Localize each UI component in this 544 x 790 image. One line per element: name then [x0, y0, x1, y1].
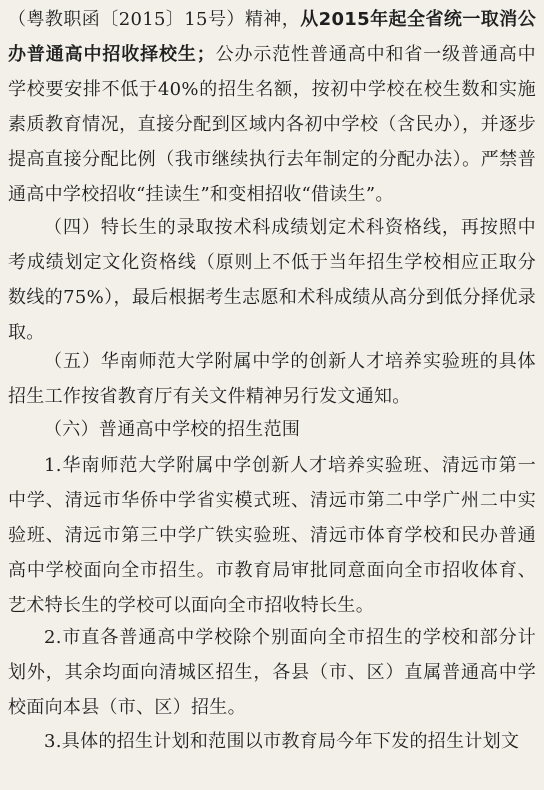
- paragraph-item-3: 3.具体的招生计划和范围以市教育局今年下发的招生计划文: [44, 731, 520, 752]
- paragraph-1: [8, 2, 536, 212]
- paragraph-6-heading: （六）普通高中学校的招生范围: [44, 419, 301, 440]
- paragraph-item-1: 1.华南师范大学附属中学创新人才培养实验班、清远市第一中学、清远市华侨中学省实模式班、清远市第二中学广州二中实验班、清远市第三中学广铁实验班、清远市体育学校和民办普通高中学校面向全市招生。市教育局审批同意面向全市招收体育、艺术特长生的学校可以面向全市招收特长生。: [8, 455, 536, 616]
- paragraph-item-2: 2.市直各普通高中学校除个别面向全市招生的学校和部分计划外，其余均面向清城区招生，各县（市、区）直属普通高中学校面向本县（市、区）招生。: [8, 627, 536, 718]
- paragraph-1-lead: （粤教职函〔2015〕15号）精神，: [8, 9, 301, 30]
- paragraph-1-rest: 公办示范性普通高中和省一级普通高中学校要安排不低于40%的招生名额，按初中学校在校生数和实施素质教育情况，直接分配到区域内各初中学校（含民办），并逐步提高直接分配比例（我市继续执行去年制定的分配办法）。严禁普通高中学校招收“挂读生”和变相招收“借读生”。: [8, 44, 536, 205]
- paragraph-1-bold: 从2015年起全省统一取消公办普通高中招收择校生；: [8, 9, 536, 65]
- paragraph-4-special-students: （四）特长生的录取按术科成绩划定术科资格线，再按照中考成绩划定文化资格线（原则上不低于当年招生学校相应正取分数线的75%），最后根据考生志愿和术科成绩从高分到低分择优录取。: [8, 217, 536, 343]
- paragraph-5-innovation-class: （五）华南师范大学附属中学的创新人才培养实验班的具体招生工作按省教育厅有关文件精神另行发文通知。: [8, 351, 536, 407]
